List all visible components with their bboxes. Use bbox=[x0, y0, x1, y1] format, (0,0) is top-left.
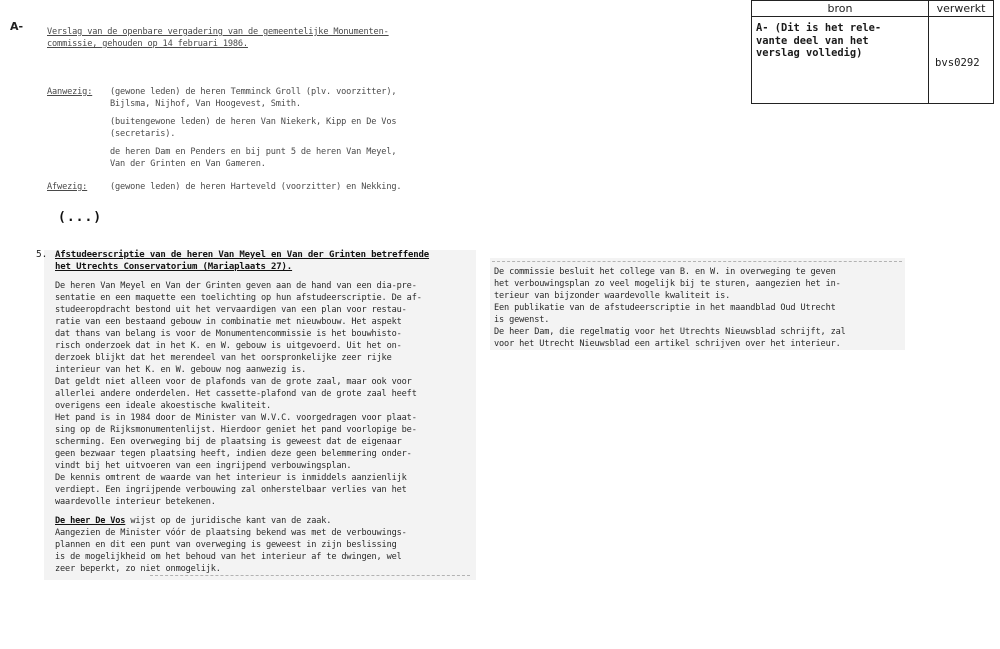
aanwezig-text: (gewone leden) de heren Temminck Groll (plv. voorzitter), Bijlsma, Nijhof, Van Hoogevest, Smith. bbox=[110, 87, 397, 109]
agenda-body: De heren Van Meyel en Van der Grinten geven aan de hand van een dia-pre- sentatie en een maquette een toelichting op hun afstudeerscriptie. De af- studeeropdracht bestond uit het vervaardigen van een plan voor restau- ratie van een bestaand gebouw in combinatie met nieuwbouw. Het aspekt dat thans van belang is voor de Monumentencommissie is het bouwhisto- risch onderzoek dat in het K. en W. gebouw is uitgevoerd. Uit het on- derzoek blijkt dat het merendeel van het oorspronkelijke zeer rijke interieur van het K. en W. gebouw nog aanwezig is. Dat geldt niet alleen voor de plafonds van de grote zaal, maar ook voor allerlei andere onderdelen. Het cassette-plafond van de grote zaal heeft overigens een ideale akoestische kwaliteit. Het pand is in 1984 door de Minister van W.V.C. voorgedragen voor plaat- sing op de Rijksmonumentenlijst. Hierdoor geniet het pand voorlopige be- scherming. Een overweging bij de plaatsing is geweest dat de eigenaar geen bezwaar tegen plaatsing heeft, indien deze geen belemmering onder- vindt bij het uitvoeren van een ingrijpend verbouwingsplan. De kennis omtrent de waarde van het interieur is inmiddels aanzienlijk verdiept. Een ingrijpende verbouwing zal onherstelbaar verlies van het waardevolle interieur betekenen. bbox=[55, 281, 422, 507]
agenda-number: 5. bbox=[36, 249, 48, 260]
devos-paragraph: De heer De Vos wijst op de juridische kant van de zaak. Aangezien de Minister vóór de plaatsing bekend was met de verbouwings- plannen en dit een punt van overweging is geweest in zijn beslissing is de mogelijkheid om het behoud van het interieur af te dwingen, wel zeer beperkt, zo niet onmogelijk. bbox=[55, 516, 407, 574]
buitengewoon-text: (buitengewone leden) de heren Van Niekerk, Kipp en De Vos (secretaris). bbox=[110, 117, 397, 139]
devos-name: De heer De Vos bbox=[55, 516, 126, 526]
page-marker: A- bbox=[10, 20, 24, 33]
afwezig-text: (gewone leden) de heren Harteveld (voorzitter) en Nekking. bbox=[110, 182, 402, 192]
ellipsis: (...) bbox=[58, 210, 103, 225]
agenda-heading: Afstudeerscriptie van de heren Van Meyel en Van der Grinten betreffende het Utrechts Conservatorium (Mariaplaats 27). bbox=[55, 250, 430, 272]
reference-table bbox=[751, 0, 994, 104]
decision-paragraph: De commissie besluit het college van B. en W. in overweging te geven het verbouwingsplan zo veel mogelijk bij te sturen, aangezien het in- terieur van bijzonder waardevolle kwaliteit is. Een publikatie van de afstudeerscriptie in het maandblad Oud Utrecht is gewenst. De heer Dam, die regelmatig voor het Utrechts Nieuwsblad schrijft, zal voor het Utrecht Nieuwsblad een artikel schrijven over het interieur. bbox=[494, 267, 846, 349]
verwerkt-cell: bvs0292 bbox=[929, 17, 994, 104]
header-bron: bron bbox=[752, 1, 929, 17]
report-title: Verslag van de openbare vergadering van de gemeentelijke Monumenten- commissie, gehouden op 14 februari 1986. bbox=[47, 27, 389, 49]
afwezig-label: Afwezig: bbox=[47, 182, 88, 192]
header-verwerkt: verwerkt bbox=[929, 1, 994, 17]
extra-attendees-text: de heren Dam en Penders en bij punt 5 de heren Van Meyel, Van der Grinten en Van Gameren. bbox=[110, 147, 397, 169]
scan-edge-bottom-left bbox=[150, 575, 470, 576]
scan-edge-top-right bbox=[492, 261, 902, 262]
aanwezig-label: Aanwezig: bbox=[47, 87, 93, 97]
bron-cell: A- (Dit is het rele- vante deel van het verslag volledig) bbox=[752, 17, 929, 104]
